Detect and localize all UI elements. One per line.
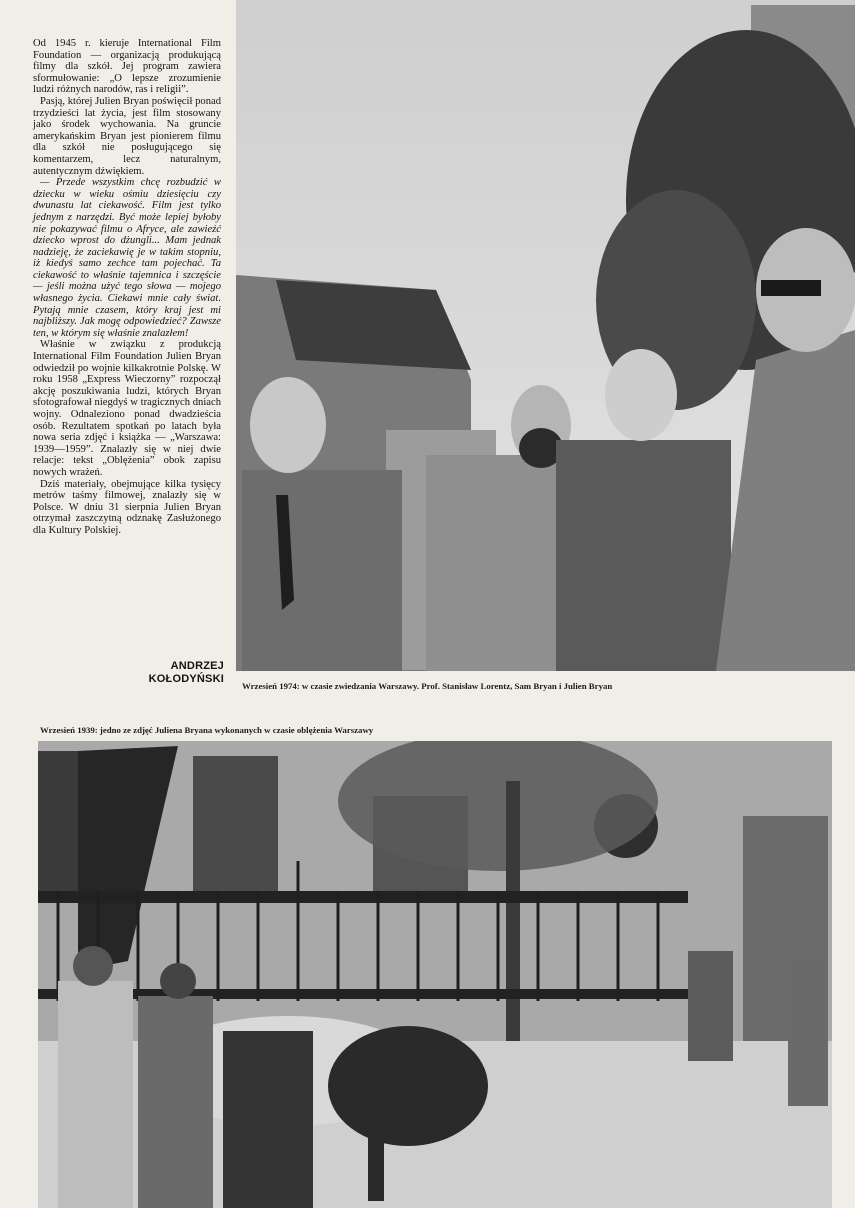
soldier	[688, 951, 733, 1061]
soldier	[788, 956, 828, 1106]
article-paragraph: Dziś materiały, obejmujące kilka tysięcy metrów taśmy filmowej, znalazły się w Polsce. W dniu 31 sierpnia Julien Bryan otrzymał zaszczytną odznakę Zasłużonego dla Kultury Polskiej.	[33, 478, 221, 536]
photo-1974-group	[236, 0, 855, 671]
fence-rail	[38, 989, 688, 999]
person-head	[160, 963, 196, 999]
sunglasses	[761, 280, 821, 296]
article-text-column	[33, 38, 221, 537]
article-quote-paragraph: — Przede wszystkim chcę rozbudzić w dziecku w wieku ośmiu dziesięciu czy dwunastu lat ciekawość. Film jest tylko jednym z narzędzi. Być może lepiej byłoby nie pokazywać filmu o Afryce, ale zawieźć dziecko wprost do dżungli... Mam jednak nadzieję, że zaciekawię je w takim stopniu, iż kiedyś samo zechce tam pojechać. Ta ciekawość to właśnie tajemnica i szczęście — jeśli można użyć tego słowa — mojego własnego życia. Ciekawi mnie cały świat. Pytają mnie czasem, który kraj jest mi najbliższy. Jak mogę odpowiedzieć? Zawsze ten, w którym się właśnie znalazłem!	[33, 177, 221, 339]
photo-1939-illustration	[38, 741, 832, 1208]
photo-1939-siege	[38, 741, 832, 1208]
photo-1974-caption: Wrzesień 1974: w czasie zwiedzania Warszawy. Prof. Stanisław Lorentz, Sam Bryan i Julien Bryan	[242, 681, 613, 691]
person-jacket	[426, 455, 566, 671]
window	[193, 756, 278, 901]
article-paragraph: Pasją, której Julien Bryan poświęcił ponad trzydzieści lat życia, jest film stosowany jako środek wychowania. Na gruncie amerykańskim Bryan jest pionierem filmu dla szkół nie posługującego się komentarzem, lecz naturalnym, autentycznym dźwiękiem.	[33, 95, 221, 177]
person	[138, 996, 213, 1208]
person	[58, 981, 133, 1208]
person-head	[250, 377, 326, 473]
article-paragraph: Od 1945 r. kieruje International Film Foundation — organizacją produkującą filmy dla szkół. Jej program zawiera sformułowanie: „O lepsze zrozumienie ludzi różnych narodów, ras i religii”.	[33, 38, 221, 96]
person	[223, 1031, 313, 1208]
author-last-name: KOŁODYŃSKI	[148, 673, 224, 685]
photo-1939-caption: Wrzesień 1939: jedno ze zdjęć Juliena Bryana wykonanych w czasie oblężenia Warszawy	[40, 725, 374, 735]
photo-1974-illustration	[236, 0, 855, 671]
cow-body-dark	[328, 1026, 488, 1146]
person-coat	[242, 470, 402, 671]
person-coat	[556, 440, 731, 671]
fence-rail	[38, 891, 688, 903]
cow-leg	[368, 1111, 384, 1201]
person-head	[73, 946, 113, 986]
article-paragraph: Właśnie w związku z produkcją International Film Foundation Julien Bryan odwiedził po wojnie kilkakrotnie Polskę. W roku 1958 „Express Wieczorny” rozpoczął akcję poszukiwania ludzi, których Bryan sfotografował niegdyś w tragicznych dniach wojny. Odnaleziono ponad dwadzieścia osób. Rezultatem spotkań po latach była nowa seria zdjęć i książka — „Warszawa: 1939—1959”. Znalazły się w niej dwie relacje: tekst „Oblężenia” obok zapisu nowych wrażeń.	[33, 339, 221, 478]
author-signature	[120, 660, 224, 686]
person-head	[605, 349, 677, 441]
author-first-name: ANDRZEJ	[170, 660, 224, 672]
